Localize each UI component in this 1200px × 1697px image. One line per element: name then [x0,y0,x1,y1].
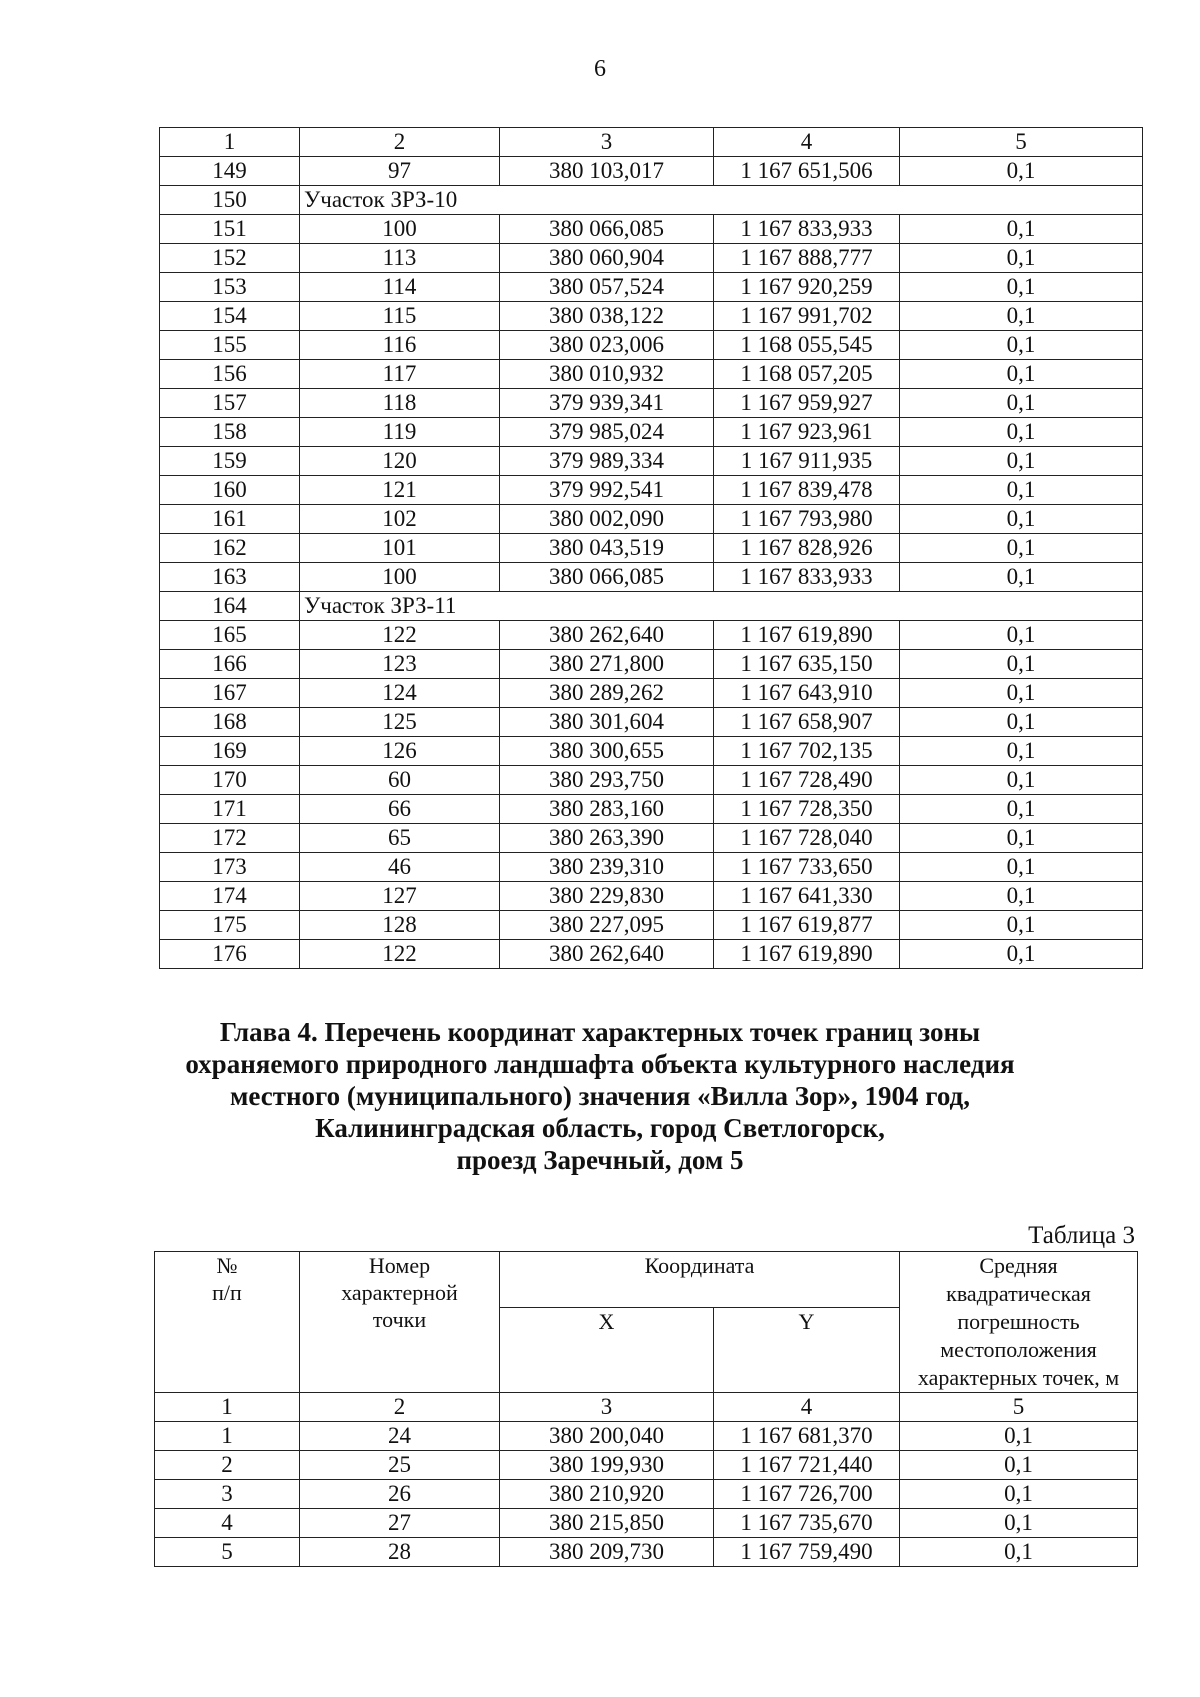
coordinate-x: 380 066,085 [500,563,714,592]
point-number: 100 [300,215,500,244]
coordinate-y: 1 167 643,910 [714,679,900,708]
point-number: 124 [300,679,500,708]
coordinate-x: 380 289,262 [500,679,714,708]
row-number: 174 [160,882,300,911]
column-number: 5 [900,128,1143,157]
coordinate-x: 380 200,040 [500,1422,714,1451]
coordinate-x: 380 262,640 [500,940,714,969]
coordinate-x: 380 103,017 [500,157,714,186]
accuracy-value: 0,1 [900,1509,1138,1538]
coordinate-y: 1 167 793,980 [714,505,900,534]
row-number: 163 [160,563,300,592]
chapter-heading-line: охраняемого природного ландшафта объекта культурного наследия [185,1049,1015,1079]
coordinate-x: 380 057,524 [500,273,714,302]
coordinate-y: 1 167 839,478 [714,476,900,505]
coordinate-y: 1 167 920,259 [714,273,900,302]
row-number: 4 [155,1509,300,1538]
table-row [160,563,1143,592]
coordinate-x: 380 002,090 [500,505,714,534]
accuracy-value: 0,1 [900,621,1143,650]
point-number: 26 [300,1480,500,1509]
coordinate-x: 380 239,310 [500,853,714,882]
point-number: 101 [300,534,500,563]
row-number: 157 [160,389,300,418]
table-row [160,679,1143,708]
row-number: 151 [160,215,300,244]
point-number: 114 [300,273,500,302]
row-number: 154 [160,302,300,331]
point-number: 66 [300,795,500,824]
coordinate-y: 1 167 923,961 [714,418,900,447]
section-row [160,592,1143,621]
coordinate-y: 1 167 726,700 [714,1480,900,1509]
coordinate-y: 1 167 681,370 [714,1422,900,1451]
coordinate-y: 1 167 911,935 [714,447,900,476]
coordinate-y: 1 167 828,926 [714,534,900,563]
accuracy-value: 0,1 [900,563,1143,592]
header-line: Средняя [979,1253,1058,1278]
column-number: 4 [714,1393,900,1422]
point-number: 65 [300,824,500,853]
header-line: характерной [341,1280,458,1305]
coordinate-y: 1 167 651,506 [714,157,900,186]
coordinate-y: 1 167 735,670 [714,1509,900,1538]
accuracy-value: 0,1 [900,1422,1138,1451]
coordinate-x: 379 985,024 [500,418,714,447]
coordinate-x: 380 210,920 [500,1480,714,1509]
point-number: 120 [300,447,500,476]
point-number: 125 [300,708,500,737]
point-number: 24 [300,1422,500,1451]
point-number: 25 [300,1451,500,1480]
row-number: 168 [160,708,300,737]
table-row [160,302,1143,331]
coordinate-x: 380 066,085 [500,215,714,244]
table-row [160,244,1143,273]
coordinate-x: 380 023,006 [500,331,714,360]
coordinate-x: 380 229,830 [500,882,714,911]
accuracy-value: 0,1 [900,766,1143,795]
header-line: характерных точек, м [917,1365,1120,1390]
header-line: точки [372,1307,427,1332]
table-row [160,766,1143,795]
point-number: 102 [300,505,500,534]
point-number: 126 [300,737,500,766]
table-row [160,708,1143,737]
table-caption: Таблица 3 [1028,1222,1135,1249]
accuracy-value: 0,1 [900,244,1143,273]
table-row [160,418,1143,447]
row-number: 156 [160,360,300,389]
table-row [160,940,1143,969]
coordinate-x: 380 263,390 [500,824,714,853]
section-row [160,186,1143,215]
header-line: квадратическая [946,1281,1091,1306]
header-index [155,1252,300,1393]
column-number: 3 [500,128,714,157]
point-number: 46 [300,853,500,882]
row-number: 2 [155,1451,300,1480]
header-line: п/п [212,1280,242,1305]
coordinate-x: 379 989,334 [500,447,714,476]
row-number: 3 [155,1480,300,1509]
column-number: 4 [714,128,900,157]
coordinate-y: 1 167 728,490 [714,766,900,795]
header-coordinate: Координата [500,1252,900,1308]
table-row [160,331,1143,360]
table-row [160,824,1143,853]
coordinate-y: 1 167 702,135 [714,737,900,766]
accuracy-value: 0,1 [900,679,1143,708]
row-number: 150 [160,186,300,215]
table-row [160,157,1143,186]
accuracy-value: 0,1 [900,824,1143,853]
chapter-heading-line: местного (муниципального) значения «Вилла Зор», 1904 год, [230,1081,970,1111]
row-number: 149 [160,157,300,186]
coordinate-y: 1 167 721,440 [714,1451,900,1480]
accuracy-value: 0,1 [900,650,1143,679]
accuracy-value: 0,1 [900,360,1143,389]
table-row [160,650,1143,679]
coordinate-y: 1 167 991,702 [714,302,900,331]
row-number: 176 [160,940,300,969]
coordinate-x: 380 199,930 [500,1451,714,1480]
table-row [160,882,1143,911]
accuracy-value: 0,1 [900,1538,1138,1567]
row-number: 171 [160,795,300,824]
coordinate-y: 1 167 641,330 [714,882,900,911]
coordinate-y: 1 167 759,490 [714,1538,900,1567]
coordinate-y: 1 167 619,877 [714,911,900,940]
row-number: 170 [160,766,300,795]
row-number: 166 [160,650,300,679]
column-number: 2 [300,128,500,157]
point-number: 123 [300,650,500,679]
coordinate-x: 380 043,519 [500,534,714,563]
row-number: 161 [160,505,300,534]
point-number: 28 [300,1538,500,1567]
accuracy-value: 0,1 [900,215,1143,244]
row-number: 167 [160,679,300,708]
header-accuracy [900,1252,1138,1393]
accuracy-value: 0,1 [900,795,1143,824]
coordinate-x: 380 301,604 [500,708,714,737]
point-number: 127 [300,882,500,911]
table-row [160,476,1143,505]
accuracy-value: 0,1 [900,940,1143,969]
row-number: 153 [160,273,300,302]
chapter-heading-line: проезд Заречный, дом 5 [456,1145,744,1175]
header-line: № [216,1253,238,1278]
coordinate-y: 1 167 833,933 [714,215,900,244]
accuracy-value: 0,1 [900,1451,1138,1480]
accuracy-value: 0,1 [900,534,1143,563]
column-number-row [155,1393,1138,1422]
coordinate-y: 1 168 055,545 [714,331,900,360]
header-point-number [300,1252,500,1393]
column-number: 3 [500,1393,714,1422]
accuracy-value: 0,1 [900,157,1143,186]
header-line: Номер [368,1253,431,1278]
accuracy-value: 0,1 [900,853,1143,882]
coordinate-y: 1 167 959,927 [714,389,900,418]
table-row [160,447,1143,476]
accuracy-value: 0,1 [900,708,1143,737]
chapter-heading-line: Глава 4. Перечень координат характерных точек границ зоны [219,1017,981,1047]
header-y: Y [714,1308,900,1393]
coordinate-x: 380 271,800 [500,650,714,679]
coordinate-x: 380 283,160 [500,795,714,824]
accuracy-value: 0,1 [900,911,1143,940]
table-row [160,853,1143,882]
table-row [155,1509,1138,1538]
coordinate-x: 380 293,750 [500,766,714,795]
table-row [160,795,1143,824]
table-row [155,1422,1138,1451]
point-number: 128 [300,911,500,940]
coordinate-x: 380 010,932 [500,360,714,389]
accuracy-value: 0,1 [900,447,1143,476]
accuracy-value: 0,1 [900,389,1143,418]
section-title: Участок ЗРЗ-10 [300,186,1143,215]
table-row [160,911,1143,940]
table-row [160,273,1143,302]
point-number: 122 [300,621,500,650]
coordinate-x: 379 992,541 [500,476,714,505]
row-number: 165 [160,621,300,650]
coordinate-y: 1 167 619,890 [714,940,900,969]
table-header [155,1252,1138,1393]
table-row [160,621,1143,650]
row-number: 175 [160,911,300,940]
point-number: 118 [300,389,500,418]
point-number: 117 [300,360,500,389]
column-number: 2 [300,1393,500,1422]
accuracy-value: 0,1 [900,505,1143,534]
accuracy-value: 0,1 [900,273,1143,302]
table-row [160,360,1143,389]
coordinates-table-continued [159,127,1143,969]
coordinate-y: 1 167 833,933 [714,563,900,592]
row-number: 5 [155,1538,300,1567]
header-line: местоположения [940,1337,1097,1362]
point-number: 113 [300,244,500,273]
table-row [160,505,1143,534]
row-number: 172 [160,824,300,853]
accuracy-value: 0,1 [900,882,1143,911]
point-number: 60 [300,766,500,795]
accuracy-value: 0,1 [900,737,1143,766]
chapter-heading [150,1016,1050,1176]
point-number: 97 [300,157,500,186]
coordinate-x: 379 939,341 [500,389,714,418]
row-number: 164 [160,592,300,621]
table-row [155,1480,1138,1509]
row-number: 159 [160,447,300,476]
coordinate-y: 1 167 728,350 [714,795,900,824]
header-row [155,1252,1138,1308]
section-title: Участок ЗРЗ-11 [300,592,1143,621]
table-row [160,215,1143,244]
column-number: 5 [900,1393,1138,1422]
table-row [155,1538,1138,1567]
point-number: 116 [300,331,500,360]
point-number: 27 [300,1509,500,1538]
coordinates-table-3-body [155,1393,1138,1567]
coordinate-x: 380 060,904 [500,244,714,273]
coordinates-table-body [160,128,1143,969]
row-number: 160 [160,476,300,505]
table-row [160,534,1143,563]
column-number: 1 [155,1393,300,1422]
chapter-heading-line: Калининградская область, город Светлогорск, [315,1113,885,1143]
accuracy-value: 0,1 [900,476,1143,505]
point-number: 100 [300,563,500,592]
coordinate-y: 1 167 619,890 [714,621,900,650]
row-number: 152 [160,244,300,273]
coordinate-x: 380 227,095 [500,911,714,940]
row-number: 173 [160,853,300,882]
coordinate-y: 1 168 057,205 [714,360,900,389]
point-number: 115 [300,302,500,331]
row-number: 162 [160,534,300,563]
accuracy-value: 0,1 [900,302,1143,331]
accuracy-value: 0,1 [900,331,1143,360]
row-number: 1 [155,1422,300,1451]
accuracy-value: 0,1 [900,1480,1138,1509]
coordinate-y: 1 167 658,907 [714,708,900,737]
coordinate-x: 380 215,850 [500,1509,714,1538]
table-row [160,737,1143,766]
page-number: 6 [594,56,606,82]
table-row [160,389,1143,418]
row-number: 155 [160,331,300,360]
point-number: 122 [300,940,500,969]
header-line: погрешность [957,1309,1080,1334]
column-number: 1 [160,128,300,157]
accuracy-value: 0,1 [900,418,1143,447]
row-number: 169 [160,737,300,766]
coordinate-x: 380 300,655 [500,737,714,766]
coordinate-y: 1 167 635,150 [714,650,900,679]
point-number: 121 [300,476,500,505]
coordinate-y: 1 167 733,650 [714,853,900,882]
coordinate-y: 1 167 728,040 [714,824,900,853]
row-number: 158 [160,418,300,447]
coordinate-x: 380 209,730 [500,1538,714,1567]
header-x: X [500,1308,714,1393]
coordinate-x: 380 038,122 [500,302,714,331]
table-row [155,1451,1138,1480]
column-number-row [160,128,1143,157]
coordinate-x: 380 262,640 [500,621,714,650]
coordinate-y: 1 167 888,777 [714,244,900,273]
coordinates-table-3 [154,1251,1138,1567]
point-number: 119 [300,418,500,447]
